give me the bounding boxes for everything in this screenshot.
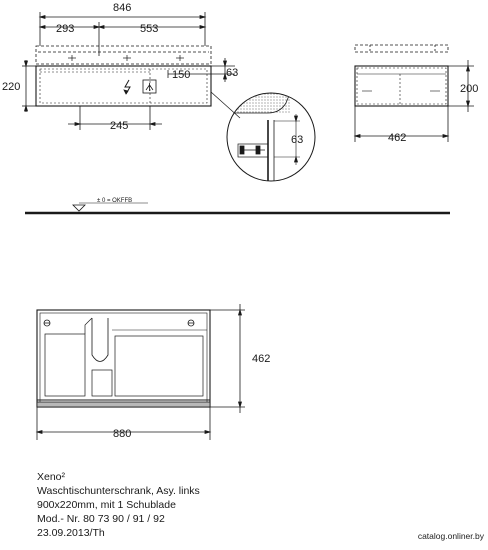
info-date: 23.09.2013/Th bbox=[37, 527, 105, 539]
dim-880: 880 bbox=[113, 428, 132, 440]
floor-line bbox=[25, 203, 450, 213]
front-view bbox=[22, 12, 240, 130]
plan-view bbox=[37, 304, 245, 440]
dim-293: 293 bbox=[56, 23, 75, 35]
info-description: Waschtischunterschrank, Asy. links bbox=[37, 485, 200, 497]
side-view bbox=[355, 45, 474, 142]
dim-63-top: 63 bbox=[226, 67, 239, 79]
dim-220: 220 bbox=[2, 81, 21, 93]
info-model-number: Mod.- Nr. 80 73 90 / 91 / 92 bbox=[37, 513, 165, 525]
dim-63-detail: 63 bbox=[291, 134, 304, 146]
dim-553: 553 bbox=[140, 23, 159, 35]
dim-462-side: 462 bbox=[388, 132, 407, 144]
dim-462-plan: 462 bbox=[252, 353, 271, 365]
floor-label: ± 0 = OKFFB bbox=[97, 198, 133, 204]
watermark: catalog.onliner.by bbox=[417, 531, 484, 541]
dim-150: 150 bbox=[172, 69, 191, 81]
dim-245: 245 bbox=[110, 120, 129, 132]
info-size: 900x220mm, mit 1 Schublade bbox=[37, 499, 176, 511]
info-title: Xeno² bbox=[37, 471, 66, 483]
dim-846: 846 bbox=[113, 2, 132, 14]
dim-200: 200 bbox=[460, 83, 479, 95]
